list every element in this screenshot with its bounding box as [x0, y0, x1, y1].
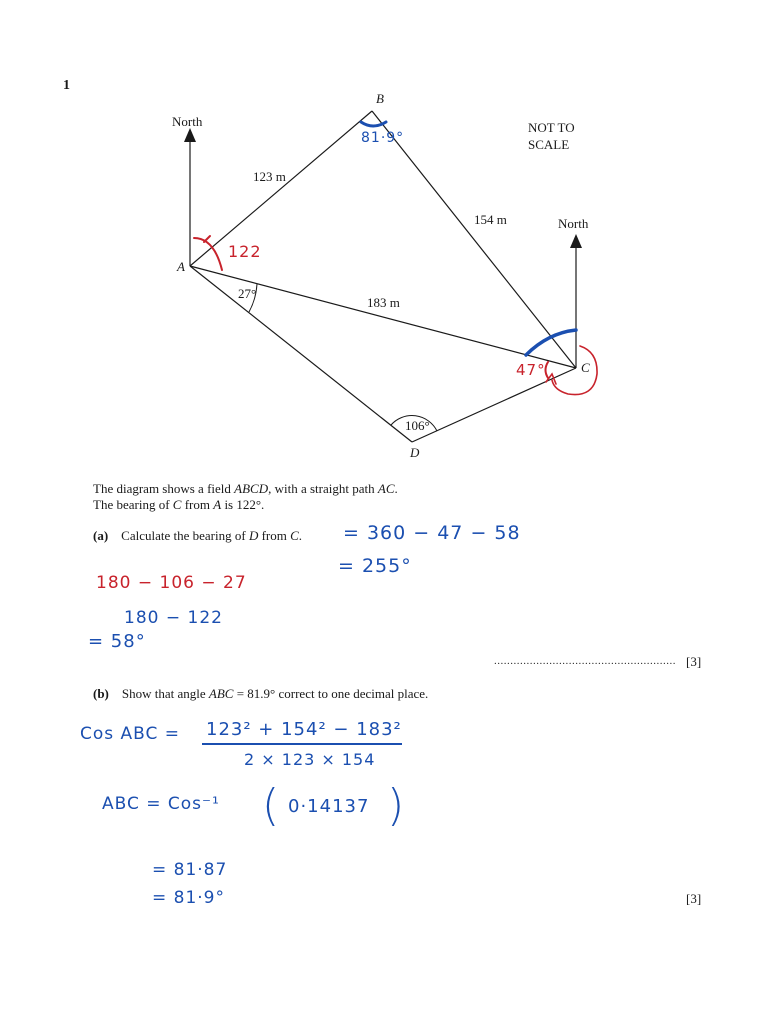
point-label-a: A	[177, 259, 185, 274]
side-label-ab: 123 m	[253, 169, 286, 184]
question-number: 1	[63, 78, 70, 93]
ink-b-value: 0·14137	[288, 796, 370, 817]
not-to-scale-line1: NOT TO	[528, 120, 575, 135]
marks-part-b: [3]	[686, 891, 702, 906]
north-label-right: North	[558, 216, 589, 231]
angle-label-a: 27°	[238, 286, 257, 301]
ink-b-numerator: 123² + 154² − 183²	[206, 719, 402, 740]
ink-arc-b	[361, 122, 386, 126]
point-label-d: D	[410, 445, 420, 460]
north-arrow-a-icon	[184, 128, 196, 142]
ink-bearing-a-value: 122	[228, 242, 262, 261]
north-label-left: North	[172, 114, 203, 129]
ink-a-line1: = 360 − 47 − 58	[343, 522, 521, 544]
part-a-prompt: (a) Calculate the bearing of D from C.	[93, 528, 303, 543]
ink-b-paren-close: )	[387, 780, 406, 831]
ink-b-result1: = 81·87	[152, 860, 228, 880]
ink-b-paren-open: (	[262, 780, 281, 831]
ink-loop-c-red	[552, 346, 597, 395]
angle-label-d: 106°	[405, 418, 430, 433]
ink-angle-b-value: 81·9°	[361, 130, 405, 146]
edge-ac	[190, 266, 576, 368]
side-label-ac: 183 m	[367, 295, 400, 310]
ink-b-invcos: ABC = Cos⁻¹	[102, 794, 220, 814]
ink-a-line2: = 255°	[338, 555, 412, 577]
intro-line-1: The diagram shows a field ABCD, with a straight path AC.	[93, 481, 398, 496]
edge-ab	[190, 111, 372, 266]
point-label-c: C	[581, 360, 590, 375]
ink-b-fraction-bar	[202, 743, 402, 745]
north-arrow-c-icon	[570, 234, 582, 248]
not-to-scale-line2: SCALE	[528, 137, 570, 152]
side-label-bc: 154 m	[474, 212, 507, 227]
ink-a-red-working: 180 − 106 − 27	[96, 573, 247, 593]
ink-a-line4: = 58°	[88, 631, 146, 652]
intro-line-2: The bearing of C from A is 122°.	[93, 497, 265, 512]
ink-b-cos-label: Cos ABC =	[80, 724, 181, 744]
ink-arc-c-blue	[526, 330, 576, 355]
marks-part-a: [3]	[686, 654, 702, 669]
ink-a-line3: 180 − 122	[124, 608, 223, 628]
part-b-prompt: (b) Show that angle ABC = 81.9° correct to one decimal place.	[93, 686, 429, 701]
edge-ad	[190, 266, 412, 442]
ink-b-result2: = 81·9°	[152, 888, 225, 908]
field-diagram	[0, 0, 768, 470]
ink-angle-c-value: 47°	[516, 361, 546, 379]
ink-arc-c-red	[546, 362, 549, 378]
answer-line-a[interactable]: ........................................................	[494, 655, 676, 667]
ink-b-denominator: 2 × 123 × 154	[244, 750, 376, 769]
point-label-b: B	[376, 91, 384, 106]
